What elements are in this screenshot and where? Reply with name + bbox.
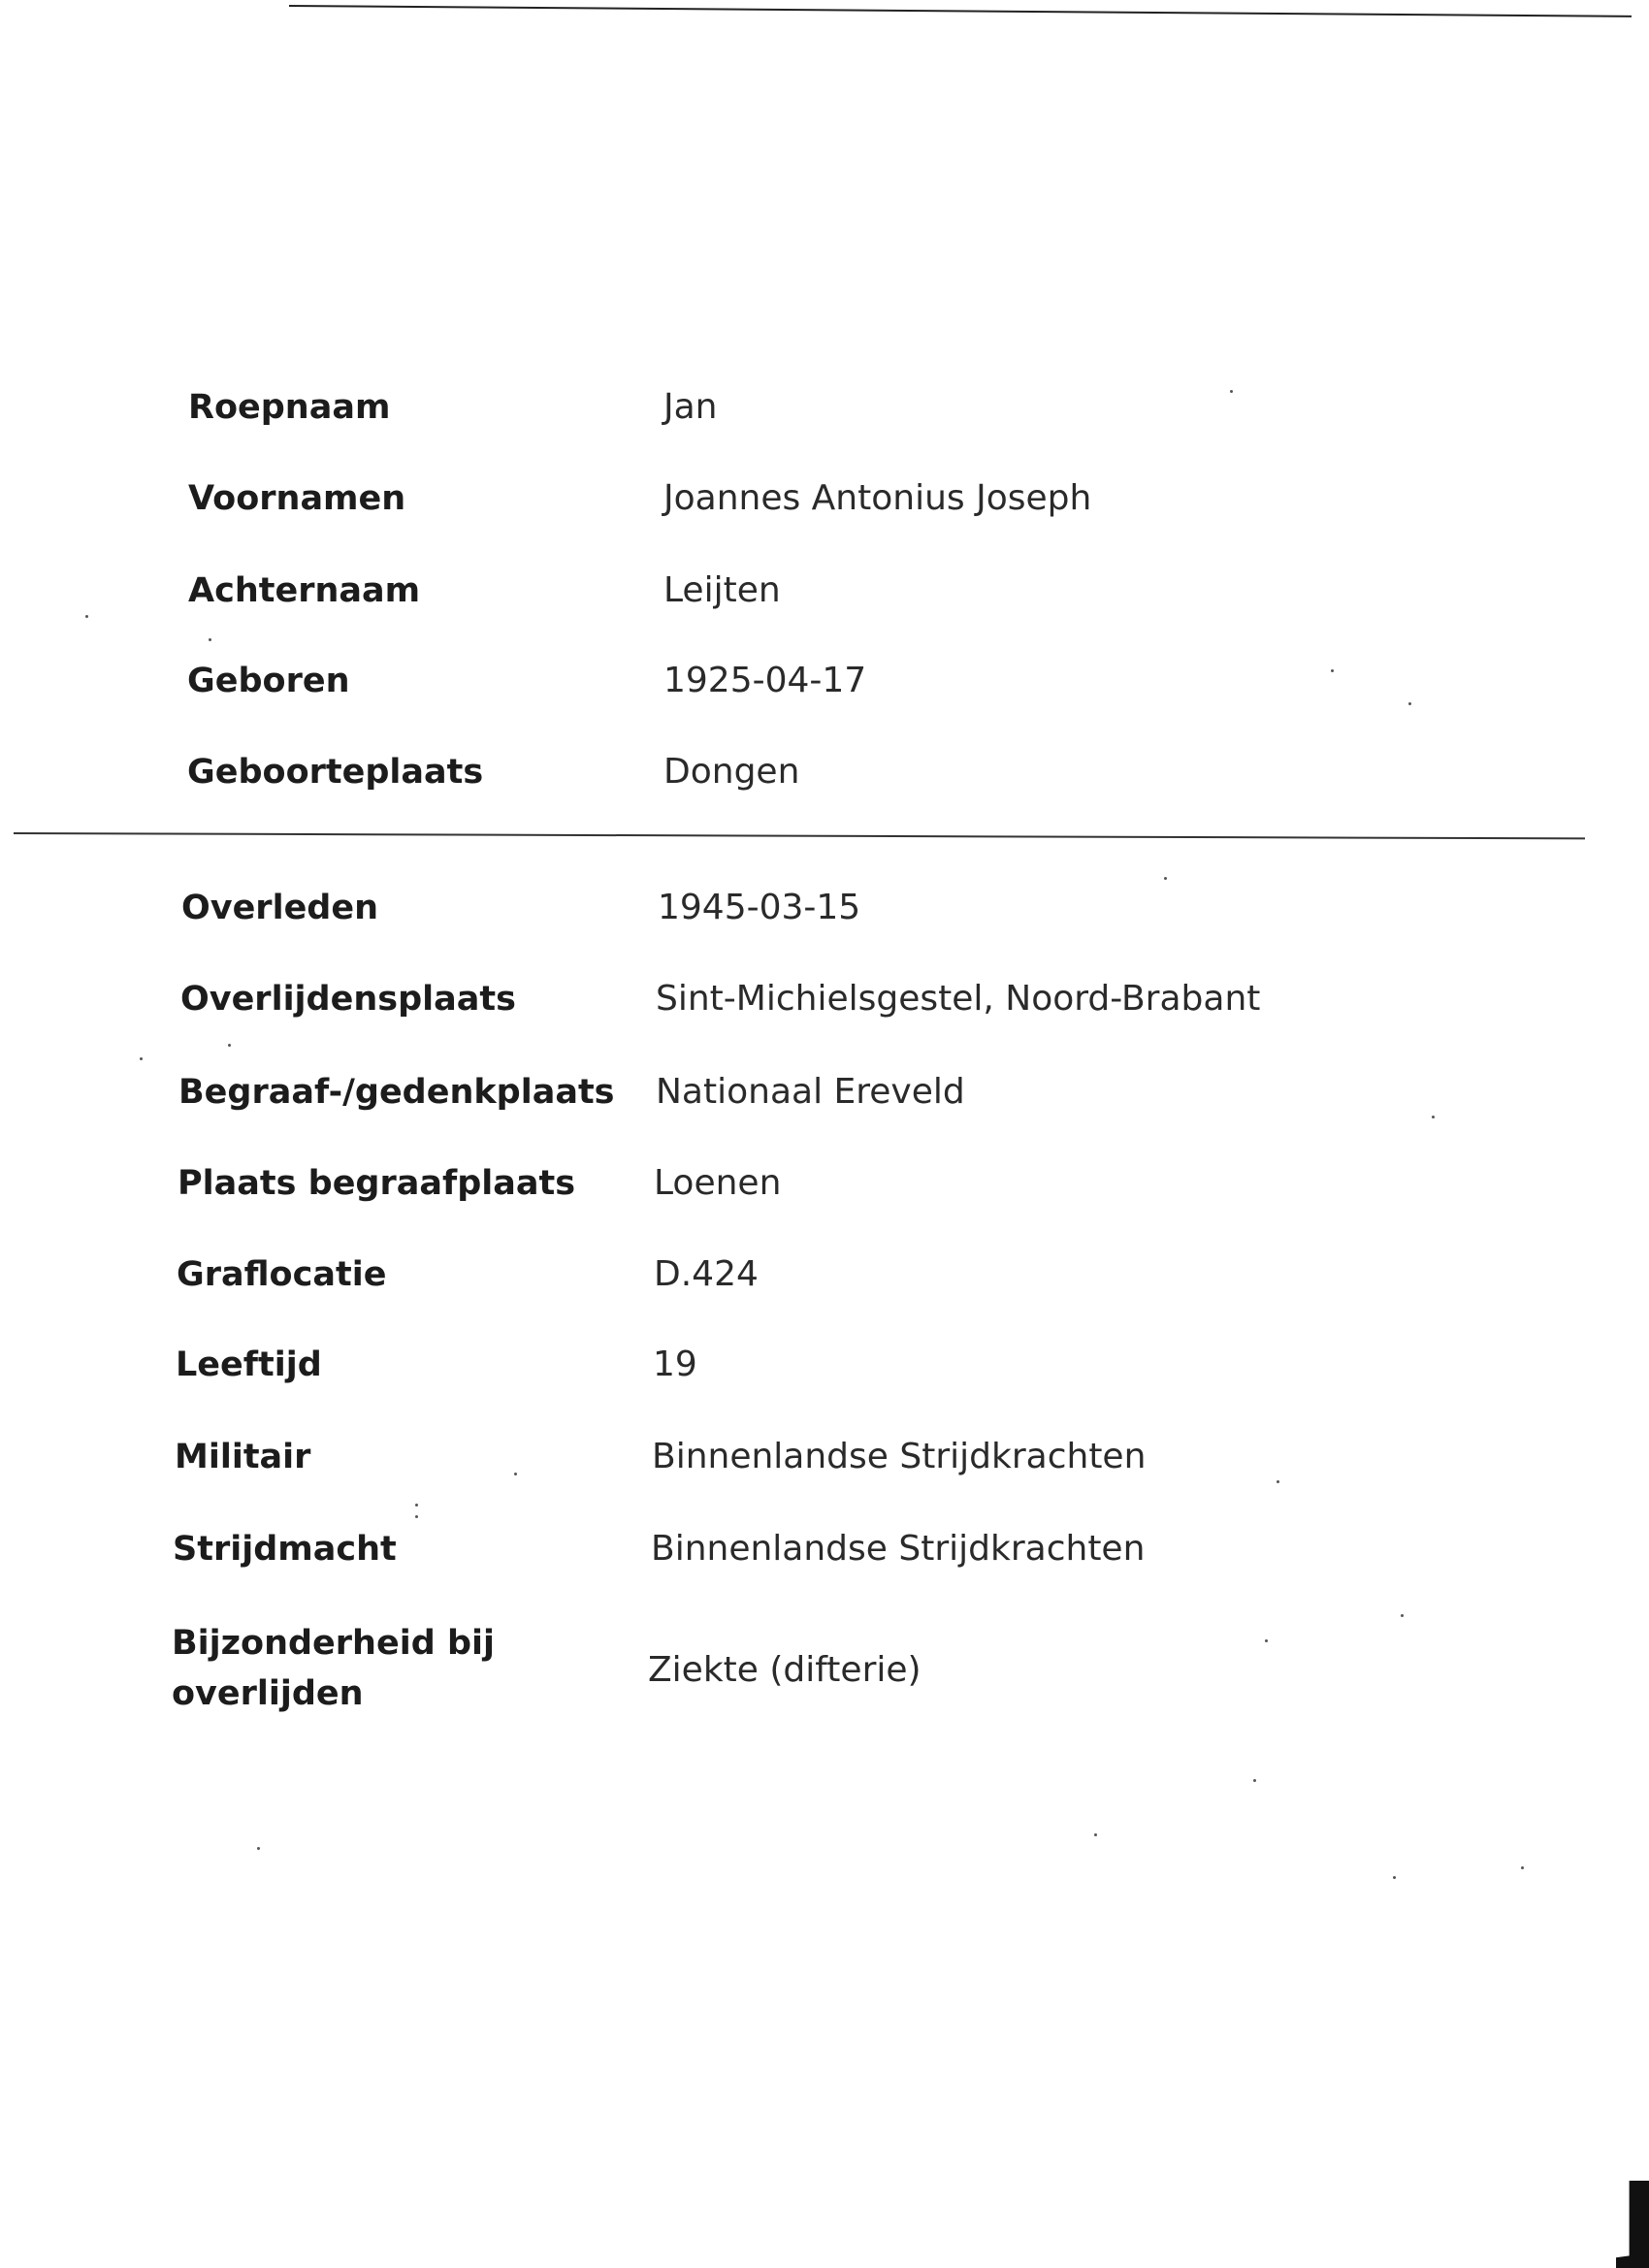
field-row-graflocatie: [0, 1251, 1649, 1310]
field-value: D.424: [654, 1254, 759, 1294]
field-row-geboren: [0, 658, 1649, 716]
field-value: 1945-03-15: [658, 888, 861, 927]
field-row-achternaam: [0, 567, 1649, 626]
scan-speck: [1393, 1876, 1396, 1879]
field-label: Overleden: [181, 889, 379, 927]
field-label: Geboorteplaats: [187, 753, 484, 792]
field-row-strijdmacht: [0, 1526, 1649, 1584]
field-label: Militair: [175, 1438, 311, 1476]
field-value: Ziekte (difterie): [648, 1650, 922, 1690]
field-value: Nationaal Ereveld: [656, 1072, 965, 1112]
field-label: Roepnaam: [188, 388, 391, 427]
field-value: Binnenlandse Strijdkrachten: [651, 1529, 1146, 1569]
scan-speck: [1277, 1480, 1279, 1483]
scan-speck: [415, 1515, 418, 1518]
field-row-leeftijd: [0, 1342, 1649, 1400]
field-label: Overlijdensplaats: [180, 980, 516, 1019]
field-label: Achternaam: [188, 571, 421, 610]
field-row-overleden: [0, 885, 1649, 943]
field-value: Dongen: [663, 752, 800, 792]
scan-speck: [1521, 1866, 1524, 1869]
field-label: Geboren: [187, 662, 350, 700]
scan-speck: [209, 638, 211, 641]
scan-edge-mark: [1616, 2181, 1649, 2268]
field-row-begraafplaats: [0, 1069, 1649, 1127]
field-row-geboorteplaats: [0, 749, 1649, 792]
scan-speck: [1401, 1614, 1404, 1617]
field-row-plaats-begraafplaats: [0, 1160, 1649, 1218]
scan-speck: [1331, 669, 1334, 672]
field-label: Bijzonderheid bij overlijden: [172, 1624, 495, 1713]
field-value: 1925-04-17: [663, 661, 867, 700]
scan-speck: [1432, 1116, 1435, 1118]
field-value: Joannes Antonius Joseph: [663, 478, 1092, 518]
field-label: Begraaf-/gedenkplaats: [178, 1073, 615, 1112]
scan-speck: [85, 615, 88, 618]
upper-record-section: [0, 0, 1649, 792]
field-label: Strijdmacht: [173, 1530, 397, 1569]
field-row-militair: [0, 1434, 1649, 1492]
scan-speck: [1253, 1779, 1256, 1782]
field-value: Loenen: [654, 1163, 782, 1203]
scan-speck: [140, 1057, 143, 1060]
scan-speck: [1164, 877, 1167, 880]
field-value: Leijten: [663, 570, 781, 610]
scan-speck: [257, 1847, 260, 1850]
field-label: Leeftijd: [176, 1345, 322, 1384]
field-row-voornamen: [0, 475, 1649, 534]
field-value: Binnenlandse Strijdkrachten: [652, 1437, 1147, 1476]
scan-speck: [415, 1504, 418, 1507]
scan-speck: [514, 1473, 517, 1475]
field-value: 19: [653, 1345, 697, 1384]
field-row-overlijdensplaats: [0, 976, 1649, 1034]
scan-speck: [1094, 1833, 1097, 1836]
field-row-bijzonderheid: [0, 1618, 1649, 1734]
field-label: Graflocatie: [177, 1255, 387, 1294]
scan-speck: [1230, 390, 1233, 393]
scan-seam-line: [14, 832, 1585, 839]
field-value: Jan: [663, 387, 718, 427]
scan-speck: [1265, 1639, 1268, 1642]
scan-speck: [1408, 702, 1411, 705]
field-label: Plaats begraafplaats: [178, 1164, 576, 1203]
field-value: Sint-Michielsgestel, Noord-Brabant: [656, 979, 1261, 1019]
scan-speck: [228, 1044, 231, 1047]
field-label: Voornamen: [188, 479, 406, 518]
field-row-roepnaam: [0, 384, 1649, 442]
